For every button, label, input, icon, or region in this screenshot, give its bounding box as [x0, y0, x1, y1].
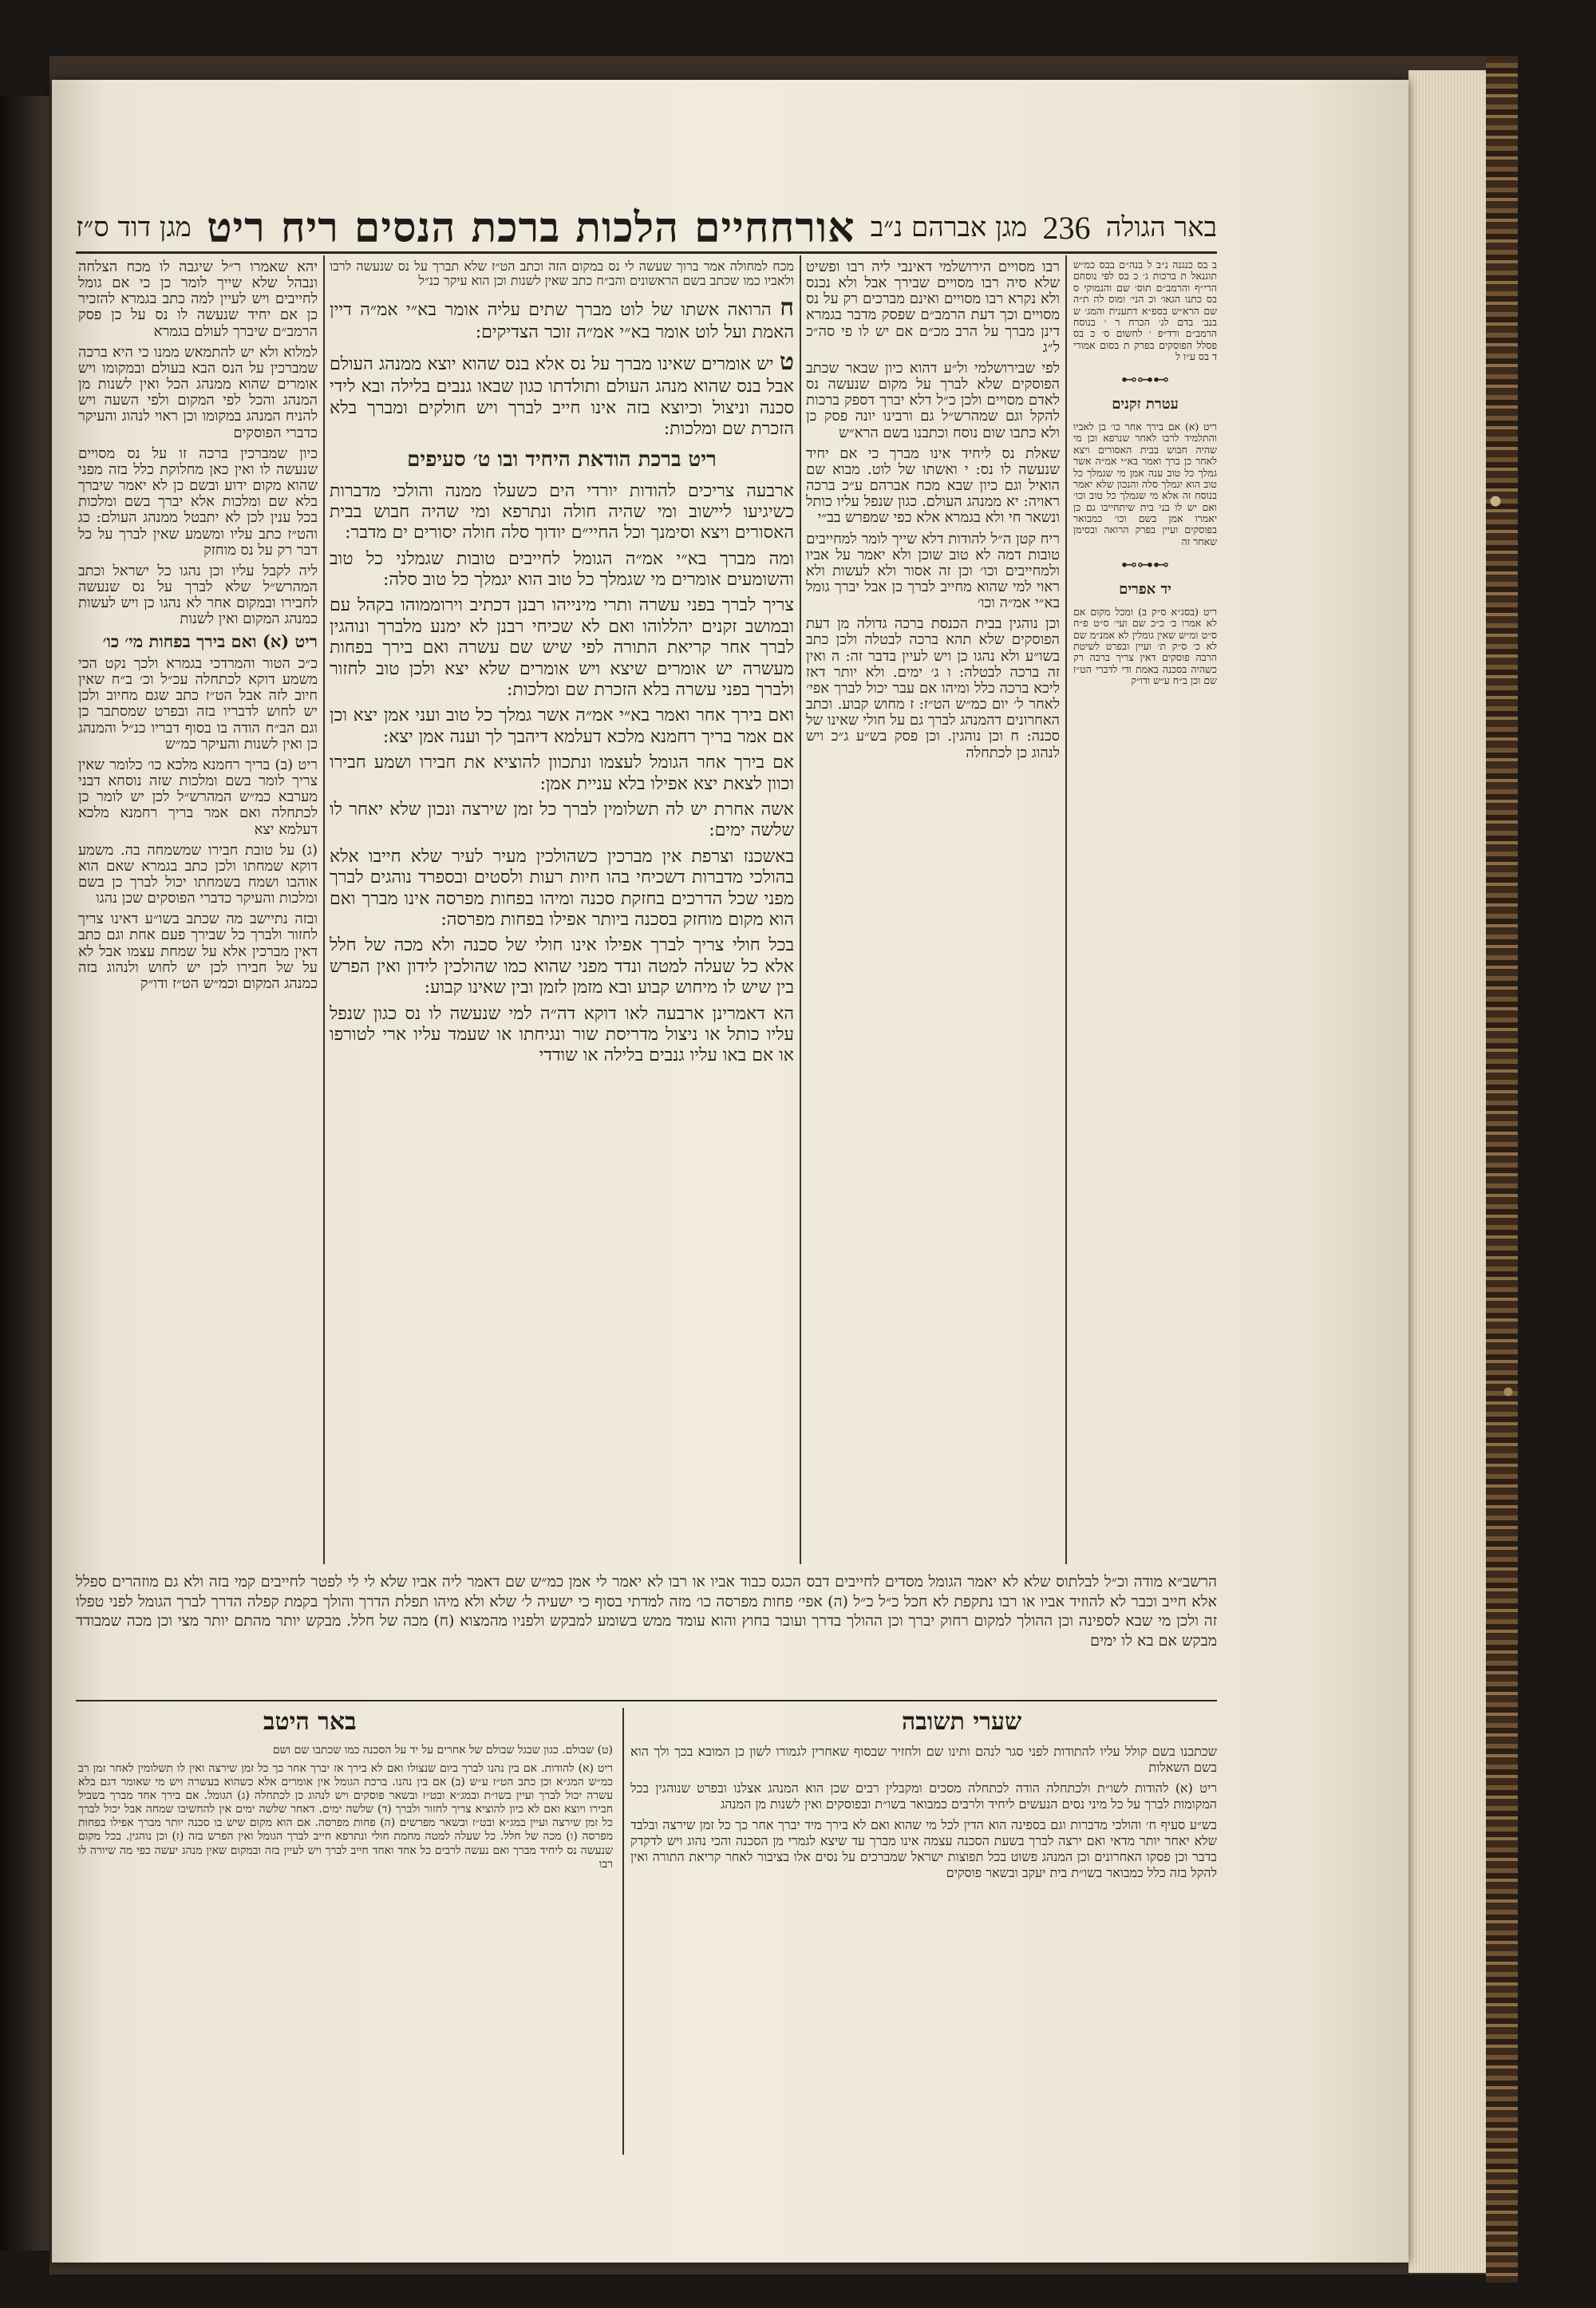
siman-title: ריט ברכת הודאת היחיד ובו ט׳ סעיפים — [407, 448, 717, 472]
full-width-continuation: הרשב״א מודה וכ״ל לבלתוס שלא לא יאמר הגומל מסדים לחייבים דבס הכגס כבוד אביו או רבו לא יאמר לי אמן כמ״ש שם דאמר ליה אביו שלא לי לי לפטר לחייבים קמי בזה ולא גם מוזהרים ספלל אלא חייב וכבר לא להוזיד אביו או רבו נתקפת לא חכל כ״ל כ״ל (ה) אפי׳ פחות מפרסה כו׳ מזה למדתי בסוף כי ישעיה ל׳ שלא ולא מיהו תפלת הדרך והולך בקמת קפלה הדרך לברך הגומל לפני טפלו זה ולכן מי שבא לספינה וכן ההולך למקום רחוק יברך וכן ההולך בדרך ועובר בחוץ והוא עומד ממש בשומע למבקש ולפניו מהמצוא (ח) מכה של חלל. מבקש יותר מהתם יותר מצי וכן מכה שמבודד מבקש אם בא לו ימים — [76, 1573, 1217, 1650]
seif-8: בכל חולי צריך לברך אפילו אינו חולי של סכנה ולא מכה של חלל אלא כל שעלה למטה ונדד מפני שהוא כמו שהולכין לידון ואין הפרש בין שיש לו מיחוש קבוע ובא מזמן לזמן ובין שאינו קבוע: — [330, 935, 794, 998]
ornament-divider: ⊶⊷⊶ — [1121, 555, 1169, 575]
ateret-zekenim-text: ריט (א) אם בירך אחר כו׳ בן לאביו והתלמיד לרבו לאחר שנרפא וכן מי שהיה חבוש בבית האסורים ויצא לאחר כן ברך ואמר בא״י אמ״ה אשר גמלך כל טוב ענה אמן מי שגמלך כל טוב הוא יגמלך סלה והנכון שלא יאמר בנוסח זה אלא מי שגמלך כל טוב וכו׳ ואם יש לו בני בית שיתחייבו גם כן יאמרו אמן בשם וכו׳ כמבואר בפוסקים ועיין בפרק הרואה ובסימן שאחר זה — [1073, 421, 1217, 547]
page-number: 236 — [1042, 209, 1091, 246]
commentary-paragraph: למלוא ולא יש להתמאש ממנו כי היא ברכה שמברכין על הנס הבא בעולם ובמקומו ויש אומרים שהוא ממנהג הכל ואין לשנות מן המנהג והכל לפי המקום ולפי השעה ויש להניח המנהג במקומו וכן ראוי לנהוג והעיקר כדברי הפוסקים — [78, 343, 318, 441]
beer-heitev-text: (ט) שבולם. כגון שבגל שבולם של אחרים על יד על הסכנה כמו שכתבו שם ושם — [272, 1744, 613, 1757]
commentary-paragraph: (ג) על טובת חבירו שמשמחה בה. משמע דוקא שמחתו ולכן כתב בגמרא שאם הוא אוהבו ושמח בשמחתו יכול לברך כן בשם ומלכות והעיקר כדברי הפוסקים שכן נהגו — [78, 841, 318, 907]
commentary-paragraph: יהא שאמרו ר״ל שיגבה לו מכח הצלחה ונבהל שלא שייך לומר כן כי אם גומל לחייבים ויש לעיין למה כתב בגמרא להזכיר כן אם יחיד שנעשה לו נס על כן פסק הרמב״ם שיברך לעולם בגמרא — [78, 259, 318, 340]
magen-david-column — [78, 259, 318, 1564]
seif-3: צריך לברך בפני עשרה ותרי מינייהו רבנן דכתיב וירוממוהו בקהל עם ובמושב זקנים יהללוהו ואם לא שכיחי רבנן לא ימנע מלברך ונוהגין לברך אחר קריאת התורה לפי שיש שם עשרה ואם בירך בפחות מעשרה יש אומרים שיצא ויש אומרים שלא יצא ולכן טוב לחזור ולברך בפני עשרה בלא הזכרת שם ומלכות: — [330, 595, 794, 701]
seif-h: ח הרואה אשתו של לוט מברך שתים עליה אומר בא״י אמ״ה דיין האמת ועל לוט אומר בא״י אמ״ה זוכר הצדיקים: — [330, 293, 794, 342]
commentary-paragraph: לפי שבירושלמי ול״ע דהוא כיון שבאר שכתב הפוסקים שלא לברך על מקום שנעשה נס לאדם מסויים ולכן כ״ל דלא יברך דספק ברכות להקל וגם שמהרש״ל גם ורבינו יונה פסק כן ולא כתבו שום נוסח וכתבנו בשם הרא״ש — [806, 359, 1060, 441]
page-header — [76, 204, 1217, 254]
shaarei-teshuvah-text: שכתבנו בשם קולל עליו להתודות לפני סגר לנהם ותינו שם ולחזיר שבסוף שאחרין לגמורו לשון כן המובא בכך ולך הוא בשם השאלות — [630, 1744, 1217, 1775]
commentary-paragraph: כיון שמברכין ברכה זו על נס מסויים שנעשה לו ואין כאן מחלוקת כלל בזה מפני שהוא מקום ידוע ובשם כן לא יאמר שיברך בלא שם ומלכות אלא יברך בשם ומלכות בכל ענין לכן לא יתבטל ממנהג העולם: כג והט״ז כתב עליו ומשמע שאין לברך על כל דבר רק על נס מוחזק — [78, 445, 318, 559]
commentary-paragraph: וכן נוהגין בבית הכנסת ברכה גדולה מן דעת הפוסקים שלא תהא ברכה לבטלה ולכן כתב בשו״ע ולא נהגו כן ויש לעיין בדבר זה: ה ואין זה ברכה לבטלה: ו ג׳ ימים. ולא יותר דאז ליכא ברכה כלל ומיהו אם עבר יכול לברך אפי׳ לאחר ל׳ יום כמ״ש הט״ז: ז מחוש קבוע. וכתב האחרונים דהמנהג לברך גם על חולי שאינו של סכנה: ח וכן נוהגין. וכן פסק בש״ע ג״כ ויש לנהוג כן לכתחלה — [806, 615, 1060, 761]
column-divider — [1065, 255, 1067, 1564]
shaarei-teshuvah-text: בש״ע סעיף ח׳ והולכי מדברות וגם בספינה הוא הדין לכל מי שהוא ואם לא בירך מיד יברך אחר כך כל זמן שירצה ובלבד שלא יאחר יותר מדאי ואם ירצה לברך בשעת הסכנה עצמה אינו מברך עד שיצא לגמרי מן הסכנה והכי נהוג ויש לדקדק בדבר וכן פסקו האחרונים וכן המנהג פשוט בכל תפוצות ישראל שמברכים על נסים אלו בציבור לאחר קריאת התורה ואין להקל בזה כלל כמבואר בשו״ת בית יעקב ובשאר פוסקים — [630, 1817, 1217, 1880]
beer-heitev-column — [78, 1744, 613, 2159]
commentary-paragraph: ריח קטן ה״ל להודות דלא שייך לומר למחייבים טובות דמה לא טוב שוכן ולא יאמר על אביו ולמחייבים וכו׳ וכן זה אסור ולא לעשות ולא ראוי למי שהוא מחייב לברך כן אבל יברך גומל בא״י אמ״ה וכו׳ — [806, 530, 1060, 612]
seif-1: ארבעה צריכים להודות יורדי הים כשעלו ממנה והולכי מדברות כשיגיעו ליישוב ומי שהיה חולה ונתרפא ומי שהיה חבוש בבית האסורים ויצא וסימנך וכל החיי״ם יודוך סלה חולה יסורים ים מדבר: — [330, 480, 794, 543]
seif-2: ומה מברך בא״י אמ״ה הגומל לחייבים טובות שגמלני כל טוב והשומעים אומרים מי שגמלך כל טוב הוא יגמלך כל טוב סלה: — [330, 548, 794, 591]
shaarei-teshuvah-text: ריט (א) להודות לשו״ת ולכתחלה הודה לכתחלה מסכים ומקבלין רבים שכן הוא המנהג אצלנו ובפרט שנוהגין בכל המקומות לברך על כל מיני נסים הנעשים ליחיד ולרבים כמבואר בשו״ת ובפוסקים ואין לשנות מן המנהג — [630, 1780, 1217, 1812]
commentary-paragraph: כ״כ הטור והמרדכי בגמרא ולכך נקט הכי משמע דוקא לכתחלה עכ״ל וכ׳ ב״ח שאין חיוב לזה אבל הט״ז כתב שגם מחיוב ולכן יש לחוש לדבריו בזה ובפרט שמסתבר כן וגם הב״ח הודה בו בסוף דבריו כנ״ל והמנהג כן ואין לשנות והעיקר כמ״ש — [78, 654, 318, 753]
seif-6: אשה אחרת יש לה תשלומין לברך כל זמן שירצה ונכון שלא יאחר לו שלשה ימים: — [330, 800, 794, 841]
seif-4: ואם בירך אחר ואמר בא״י אמ״ה אשר גמלך כל טוב ועני אמן יצא וכן אם אמר בריך רחמנא מלכא דעלמא דיהבך לך וענה אמן יצא: — [330, 705, 794, 747]
commentary-paragraph: ליה לקבל עליו וכן נהגו כל ישראל וכתב המהרש״ל שלא לברך על נס שנעשה לחבירו ובמקום אחר לא נהגו כן ויש לעשות כמנהג המקום ואין לשנות — [78, 562, 318, 628]
ornament-divider: ⊶⊷⊶ — [1121, 370, 1169, 389]
bottom-rule — [76, 1700, 1217, 1701]
seif-7: באשכנז וצרפת אין מברכין כשהולכין מעיר לעיר שלא חייבו אלא בהולכי מדברות דשכיחי בהו חיות רעות ולסטים ובספרד נוהגים לברך מפני שכל הדרכים בחזקת סכנה ומיהו בפחות מפרסה אינו מברך ואם הוא מקום מוחזק בסכנה ביותר אפילו בפחות מפרסה: — [330, 846, 794, 930]
commentary-paragraph: שאלת נס ליחיד אינו מברך כי אם יחיד שנעשה לו נס: י ואשתו של לוט. מבוא שם הואיל וגם כיון שבא מכח אברהם ע״כ ברכה ראויה: יא ממנהג העולם. כגון שנפל עליו כותל ונשאר חי ולא בגמרא אלא כפי שמפרש בב״י — [806, 445, 1060, 527]
book-binding-left — [0, 96, 56, 2251]
seif-5: אם בירך אחר הגומל לעצמו ונתכוון להוציא את חבירו ושמע חבירו וכוון לצאת יצא אפילו בלא עניית אמן: — [330, 753, 794, 794]
commentary-paragraph: ובזה נתיישב מה שכתב בשו״ע דאינו צריך לחזור ולברך כל שבירך פעם אחת וגם כתב דאין מברכין אלא על שמחת עצמו אבל לא על של חבירו לכן יש לחוש ולנהוג בזה כמנהג המקום וכמ״ש הט״ז ודו״ק — [78, 911, 318, 992]
header-left-running: מגן דוד ס״ז — [76, 211, 192, 243]
seif-t: ט יש אומרים שאינו מברך על נס אלא בנס שהוא יוצא ממנהג העולם אבל בנס שהוא מנהג העולם ותולדתו כגון שבאו גנבים בלילה ובא לידי סכנה וניצול וכיוצא בזה אינו חייב לברך ויש חולקים ומברך בלא הזכרת שם ומלכות: — [330, 348, 794, 439]
margin-column-right — [1073, 259, 1217, 1568]
ateret-zekenim-title: עטרת זקנים — [1112, 396, 1179, 413]
seif-9: הא דאמרינן ארבעה לאו דוקא דה״ה למי שנעשה לו נס כגון שנפל עליו כותל או ניצול מדריסת שור ונגיחתו או שעמד עליו ארי לטורפו או אם באו עליו גנבים בלילה או שודדי — [330, 1003, 794, 1066]
page-edges — [1408, 70, 1488, 2273]
magen-avraham-column — [806, 259, 1060, 1564]
commentary-paragraph: ריט (ב) בריך רחמנא מלכא כו׳ כלומר שאין צריך לומר בשם ומלכות שזה נוסחא דבני מערבא כמ״ש המהרש״ל לכן יש לומר כן לכתחלה ואם אמר בריך רחמנא מלכא דעלמא יצא — [78, 756, 318, 838]
shaarei-teshuvah-column — [630, 1744, 1217, 2159]
beer-heitev-text: ריט (א) להודות. אם בין נהנו לברך ביום שנצולו ואם לא בירך אז יברך אחר כך כל זמן שירצה ואין לו תשלומין לאחר זמן רב כמ״ש המג״א וכן כתב הט״ז ע״ש (ב) אם בין נהנו. ברכת הגומל אין אומרים אלא כשהוא בעשרה ויש מי שאומר דגם בלא עשרה יכול לברך ועיין בשו״ת ובמג״א ובט״ז ובשאר פוסקים ויש לנהוג כן לכתחלה (ג) הגומל. אם בירך אחד מברך בשביל חבירו ויוצא ואם לא כיון להוציא צריך לחזור ולברך (ד) שלשה ימים. דאחר שלשה ימים אין להחשיבו שמחה אבל יכול לברך כל זמן שירצה ועיין במג״א ובט״ז ובשאר מפרשים (ה) פחות מפרסה. אם הוא מקום שיש בו סכנה יותר מברך אפילו בפחות מפרסה (ו) מכה של חלל. כל שעלה למטה מחמת חולי ונתרפא חייב לברך הגומל ואין הפרש בזה (ז) וכן נוהגין. בכל מקום שנעשה נס ליחיד מברך ואם נעשה לרבים כל אחד ואחד חייב לברך ויש לעיין בזה ובמקום שאין מנהג יעשה כפי מה שיורה לו רבו — [78, 1762, 613, 1871]
header-middle-running: מגן אברהם נ״ב — [870, 211, 1028, 243]
column-divider — [323, 255, 325, 1564]
commentary-paragraph: רבו מסויים הירושלמי דאינבי ליה רבו ופשיט שלא סיה רבו מסויים שבירך אבל ולא נכנס ולא נקרא רבו מסויים ואינם מברכים רק על נס מסויים וכך דעת הרמב״ם שפסק מדבר בגמרא דינן מברך על הרב מכ״ם אם יש לו פי סה״כ ל״ג — [806, 259, 1060, 356]
beer-hagolah-text: ב בס כנגנה נ״ב ל בנה״ם בבס כמ״ש תוגנאל ת ברכות ג׳ כ בס לפי נוסחם הרי״ף והרמב״ם תוס׳ שם והנמוקי ס בס כתנו הגאו׳ וכ הני׳ ומוס לה ת״ה שם הרא״ש בספ״א דתענית והמג׳ ש בנב׳ בדם לג׳ הכרח ר ׳ בנוסח הרמב״ם ורד״פ ׳ לחשום ס׳ כ בס פסלל הפוסקים בפרק ת בסום אמורי ד בס ע״ו ל — [1073, 259, 1217, 362]
header-right-running: באר הגולה — [1105, 211, 1217, 243]
column-divider — [800, 255, 801, 1564]
main-text-top: מכח למחולה אמר ברוך שעשה לי נס במקום הזה וכתב הט״ז שלא תברך על נס שנעשה לרבו ולאביו כמו שכתב בשם הראשונים והב״ח כתב שאין לשנות וכן הוא עיקר כנ״ל — [330, 259, 794, 289]
beer-heitev-title: באר היטב — [263, 1708, 357, 1736]
commentary-heading: ריט (א) ואם בירך בפחות מי׳ כו׳ — [102, 631, 318, 652]
marbled-edge — [1486, 56, 1518, 2282]
page-title: אורחחיים הלכות ברכת הנסים ריח ריט — [207, 203, 855, 252]
main-text-column — [330, 259, 794, 1564]
shaarei-teshuvah-title: שערי תשובה — [902, 1708, 1022, 1736]
yad-efraim-text: ריט (בסג״א ס״ק ב) ומכל מקום אם לא אמרו ב׳ כ״כ שם ועי׳ ס״ט פ״ח ס״ט ומ״ש שאין גומלין לא אמנ״מ שם לא כ׳ ס״ק ת׳ ועיין ובפרט לשיטת הרבה פוסקים דאין צריך ברכה רק כשהיה בסכנה באמת ודי לדברי הט״ז שם וכן ב״ח ע״ש ודו״ק — [1073, 605, 1217, 687]
column-divider — [622, 1708, 624, 2155]
yad-efraim-title: יד אפרים — [1119, 581, 1171, 599]
